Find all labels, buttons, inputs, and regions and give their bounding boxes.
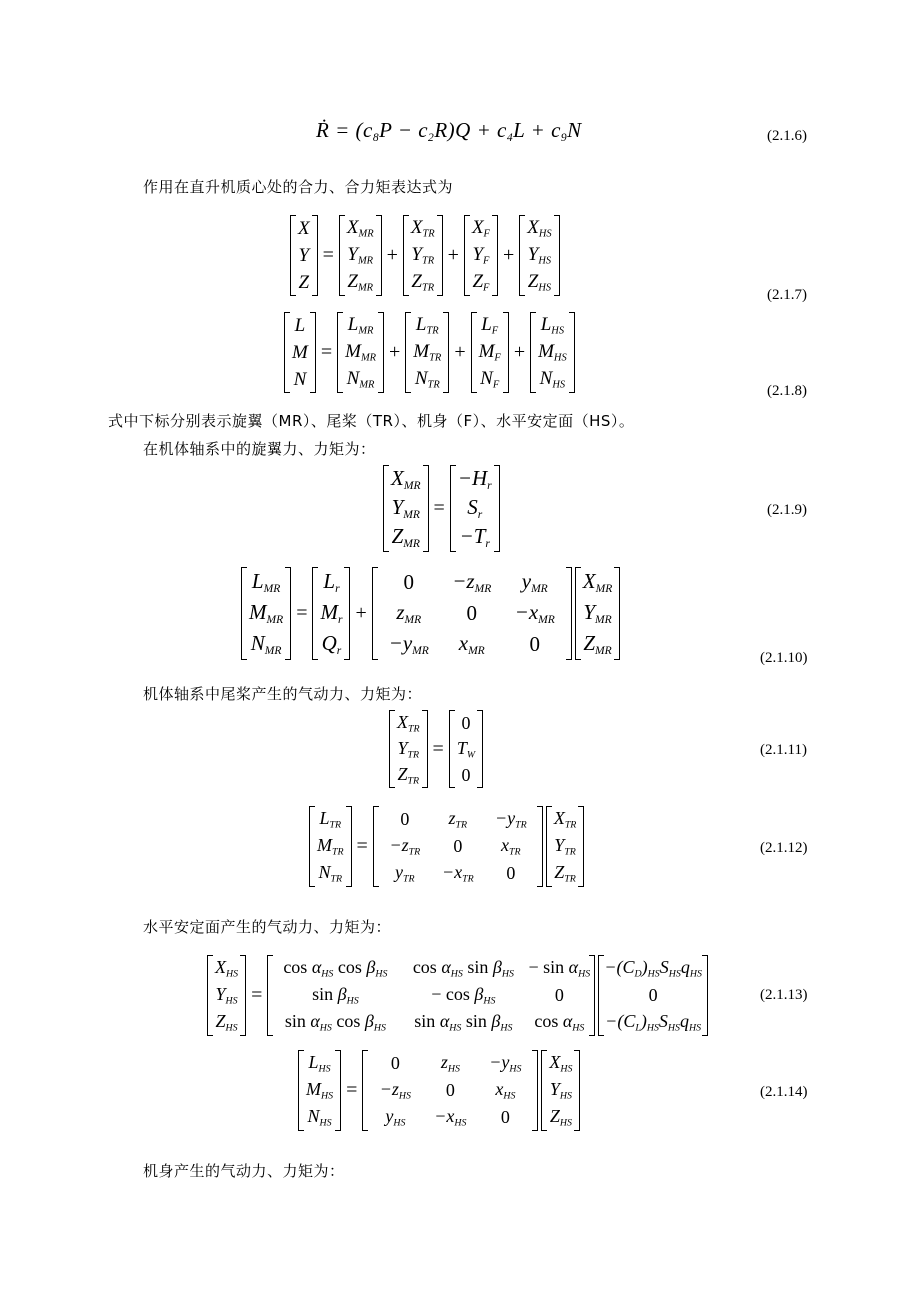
eq-number-2-1-9: (2.1.9) <box>767 502 807 518</box>
eq-number-2-1-11: (2.1.11) <box>760 742 807 758</box>
eq-number-2-1-14: (2.1.14) <box>760 1084 808 1100</box>
eq-number-2-1-7: (2.1.7) <box>767 287 807 303</box>
text-line-resultant: 作用在直升机质心处的合力、合力矩表达式为 <box>143 178 454 196</box>
equation-2-1-6 <box>316 118 582 144</box>
text-line-subscripts: 式中下标分别表示旋翼（MR）、尾桨（TR）、机身（F）、水平安定面（HS）。 <box>108 412 635 430</box>
eq-number-2-1-6: (2.1.6) <box>767 128 807 144</box>
text-line-tail-rotor: 机体轴系中尾桨产生的气动力、力矩为： <box>143 685 423 703</box>
equation-2-1-7: X Y Z = $X_{MR}$ $Y_{MR}$ $Z_{MR}$ + $X_{TR}$ $Y_{TR}$ $Z_{TR}$ + $X_F$ $Y_F$ $Z_F$ + $X_{HS}$ $Y_{HS}$ $Z_{HS}$ <box>287 215 563 296</box>
equation-2-1-11: $X_{TR}$ $Y_{TR}$ $Z_{TR}$ = 0 $T_W$ 0 <box>386 710 486 788</box>
eq-2-1-6-body: Ṙ = $(c_8P - c_2R)Q + c_4L + c_9N$ <box>316 118 582 145</box>
text-line-horizontal-stabilizer: 水平安定面产生的气动力、力矩为： <box>143 918 392 936</box>
text-line-fuselage: 机身产生的气动力、力矩为： <box>143 1162 345 1180</box>
eq-number-2-1-12: (2.1.12) <box>760 840 808 856</box>
eq-number-2-1-13: (2.1.13) <box>760 987 808 1003</box>
equation-2-1-12: $L_{TR}$ $M_{TR}$ $N_{TR}$ = 0 $z_{TR}$ $-y_{TR}$ $-z_{TR}$ 0 $x_{TR}$ $y_{TR}$ $-x_{TR}$ 0 $X_{TR}$ $Y_{TR}$ $Z_{TR}$ <box>306 806 587 887</box>
text-line-rotor-forces: 在机体轴系中的旋翼力、力矩为： <box>143 440 376 458</box>
equation-2-1-9: $X_{MR}$ $Y_{MR}$ $Z_{MR}$ = $-H_r$ $S_r$ $-T_r$ <box>380 465 503 552</box>
equation-2-1-13: $X_{HS}$ $Y_{HS}$ $Z_{HS}$ = $\cos \alpha_{HS}$ $\cos \beta_{HS}$ $\cos \alpha_{HS}$ $\sin \beta_{HS}$ − $\sin \alpha_{HS}$ $\sin \beta_{HS}$ − $\cos \beta_{HS}$ 0 $\sin \alpha_{HS}$ $\cos \beta_{HS}$ $\sin \alpha_{HS}$ $\sin \beta_{HS}$ $\cos \alpha_{HS}$ $-(C_D)_{HS}S_{HS}q_{HS}$ 0 $-(C_L)_{HS}S_{HS}q_{HS}$ <box>204 955 711 1036</box>
eq-number-2-1-8: (2.1.8) <box>767 383 807 399</box>
equation-2-1-8: L M N = $L_{MR}$ $M_{MR}$ $N_{MR}$ + $L_{TR}$ $M_{TR}$ $N_{TR}$ + $L_F$ $M_F$ $N_F$ + $L_{HS}$ $M_{HS}$ $N_{HS}$ <box>281 312 578 393</box>
equation-2-1-14: $L_{HS}$ $M_{HS}$ $N_{HS}$ = 0 $z_{HS}$ $-y_{HS}$ $-z_{HS}$ 0 $x_{HS}$ $y_{HS}$ $-x_{HS}$ 0 $X_{HS}$ $Y_{HS}$ $Z_{HS}$ <box>295 1050 583 1131</box>
eq-number-2-1-10: (2.1.10) <box>760 650 808 666</box>
equation-2-1-10: $L_{MR}$ $M_{MR}$ $N_{MR}$ = $L_r$ $M_r$ $Q_r$ + 0 $-z_{MR}$ $y_{MR}$ $z_{MR}$ 0 $-x_{MR}$ $-y_{MR}$ $x_{MR}$ 0 $X_{MR}$ $Y_{MR}$ $Z_{MR}$ <box>238 567 623 660</box>
